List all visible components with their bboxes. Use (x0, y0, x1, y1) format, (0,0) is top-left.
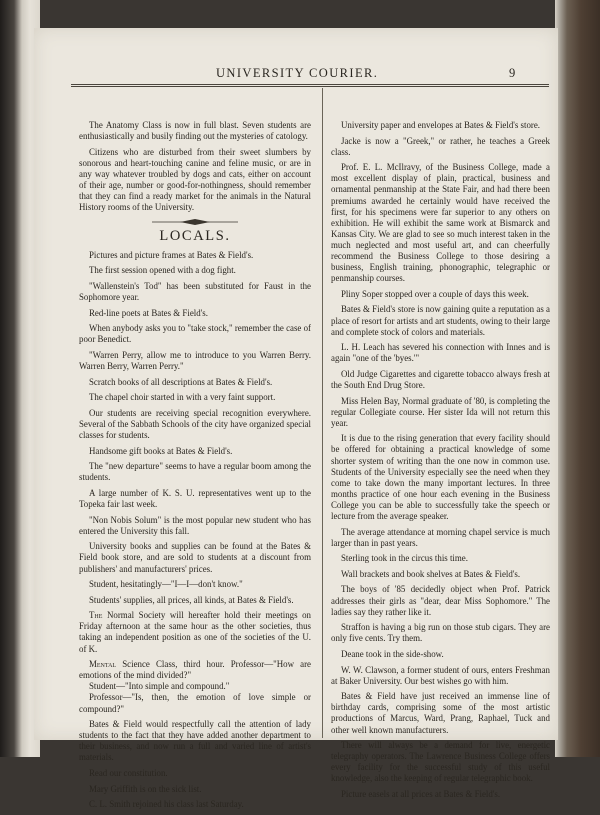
paragraph: Sterling took in the circus this time. (341, 553, 468, 564)
paragraph: Picture easels at all prices at Bates & Field's. (341, 788, 501, 799)
paragraph: W. W. Clawson, a former student of ours, enters Freshman at Baker University. Our best wishes go with him. (331, 664, 550, 686)
dialogue-line: Student—"Into simple and compound." (89, 681, 230, 692)
paragraph-mental-science (79, 659, 311, 681)
paragraph: When anybody asks you to "take stock," remember the case of poor Benedict. (79, 323, 311, 345)
paragraph: "Warren Perry, allow me to introduce to you Warren Berry. Warren Berry, Warren Perry." (79, 350, 311, 372)
paragraph: The Anatomy Class is now in full blast. Seven students are enthusiastically and busily finding out the mysteries of catology. (79, 120, 311, 142)
paragraph: A large number of K. S. U. representatives went up to the Topeka fair last week. (79, 487, 311, 510)
paragraph: Read our constitution. (89, 768, 168, 778)
right-column (331, 120, 550, 805)
paragraph: Deane took in the side-show. (341, 648, 444, 659)
paragraph: The average attendance at morning chapel service is much larger than in past years. (331, 526, 550, 548)
paragraph: Pictures and picture frames at Bates & Field's. (89, 249, 254, 260)
paragraph: University paper and envelopes at Bates & Field's store. (341, 120, 541, 130)
paragraph: "Non Nobis Solum" is the most popular new student who has entered the University this fall. (79, 514, 311, 536)
paragraph: Students' supplies, all prices, all kinds, at Bates & Field's. (89, 594, 294, 605)
column-divider (322, 88, 323, 738)
page-number: 9 (509, 66, 517, 80)
paragraph: L. H. Leach has severed his connection with Innes and is again "one of the 'byes.'" (331, 342, 550, 364)
paragraph: The "new departure" seems to have a regular boom among the students. (79, 461, 311, 483)
paragraph: Mary Griffith is on the sick list. (89, 783, 202, 794)
paragraph: C. L. Smith rejoined his class last Saturday. (89, 799, 244, 810)
paragraph: Bates & Field would respectfully call the attention of lady students to the fact that they have added another department to their business, and now run a full and varied line of artist's materials. (79, 719, 311, 763)
paragraph: Student, hesitatingly—"I—I—don't know." (89, 579, 243, 590)
paragraph-body: Normal Society will hereafter hold their meetings on Friday afternoon at the same hour as the other societies, thus taking an independent position as one of the societies of the U. of K. (79, 610, 311, 654)
paragraph: Bates & Field have just received an immense line of birthday cards, comprising some of the most artistic productions of Marcus, Ward, Prang, Raphael, Tuck and other well known manufacturers. (331, 691, 550, 735)
ornament-rule-icon (150, 218, 240, 226)
left-column (79, 120, 311, 815)
paragraph: It is due to the rising generation that every facility should be offered for obtaining a practical knowledge of some shorter system of writing than the one now in common use. Students of the University especially see the need when they come to take down the many important lectures. In three months practice of one hour each evening in the Business College you can be able to successfully take the speech or lecture from the average speaker. (331, 433, 550, 521)
paragraph: The first session opened with a dog fight. (89, 265, 236, 276)
paragraph: Pliny Soper stopped over a couple of days this week. (341, 288, 529, 299)
paragraph: "Wallenstein's Tod" has been substituted for Faust in the Sophomore year. (79, 281, 311, 303)
paragraph: Old Judge Cigarettes and cigarette tobacco always fresh at the South End Drug Store. (331, 368, 550, 390)
paragraph: Citizens who are disturbed from their sweet slumbers by sonorous and heart-touching canine and feline music, or are in any way whatever troubled by dogs and cats, either on account of their age, number or good-for-nothingness, should remember that they can find a ready market for the animals in the Natural History rooms of the University. (79, 146, 311, 213)
paragraph: Wall brackets and book shelves at Bates & Field's. (341, 568, 521, 579)
paragraph: Handsome gift books at Bates & Field's. (89, 445, 233, 456)
page-header (34, 66, 558, 82)
dialogue-line: Professor—"Is, then, the emotion of love simple or compound?" (79, 692, 311, 714)
header-rule (71, 84, 549, 87)
paragraph: University books and supplies can be found at the Bates & Field book store, and are sold to students at a discount from publishers' and manufacturers' prices. (79, 541, 311, 574)
paragraph: Miss Helen Bay, Normal graduate of '80, is completing the regular Collegiate course. Her sister Ida will not return this year. (331, 395, 550, 428)
paragraph: Straffon is having a big run on those stub cigars. They are only five cents. Try them. (331, 622, 550, 644)
section-title-locals: LOCALS. (159, 227, 231, 244)
paragraph: The chapel choir started in with a very faint support. (89, 392, 276, 403)
book-page-edges-right (555, 0, 600, 757)
lead-word: The (89, 610, 103, 621)
paragraph-normal-society (79, 610, 311, 654)
paragraph: The boys of '85 decidedly object when Prof. Patrick addresses their girls as "dear, dear Miss Sophomore." The ladies say they rather like it. (331, 584, 550, 617)
paragraph-body: Science Class, third hour. Professor—"How are emotions of the mind divided?" (79, 659, 311, 681)
paragraph: There will always be a demand for live, energetic telegraphy operators. The Lawrence Business College offers every facility for the successful study of this useful knowledge, also the keeping of regular telegraphic book. (331, 740, 550, 784)
paragraph: Bates & Field's store is now gaining quite a reputation as a place of resort for artists and art students, owing to their large and complete stock of colors and materials. (331, 304, 550, 337)
newspaper-page (34, 28, 558, 810)
lead-word: Mental (89, 659, 117, 670)
paragraph: Prof. E. L. McIlravy, of the Business College, made a most excellent display of plain, practical, business and ornamental penmanship at the State Fair, and had there been premiums awarded he certainly would have received the first, for his specimens were far superior to any others on exhibition. He will exhibit the same work at Bismarck and Kansas City. We are glad to see so much interest taken in the much neglected and most useful art, and can cheerfully recommend the Business College to those desiring a business, English training, phonographic, telegraphic or penmanship courses. (331, 162, 550, 284)
running-title: UNIVERSITY COURIER. (216, 66, 379, 80)
paragraph: Jacke is now a "Greek," or rather, he teaches a Greek class. (331, 135, 550, 157)
paragraph: Scratch books of all descriptions at Bates & Field's. (89, 376, 273, 387)
paragraph: Red-line poets at Bates & Field's. (89, 307, 208, 318)
paragraph: Our students are receiving special recognition everywhere. Several of the Sabbath Schools of the city have organized special classes for students. (79, 407, 311, 441)
